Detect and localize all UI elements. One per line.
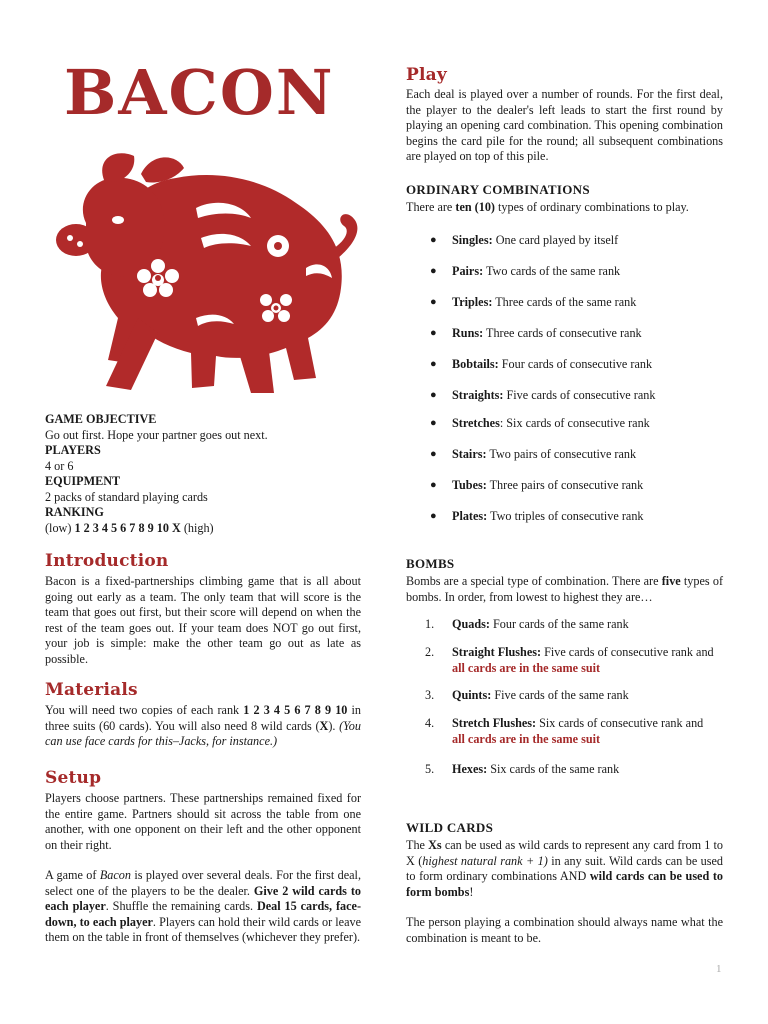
materials-t3: ). bbox=[328, 718, 336, 733]
game-objective-text: Go out first. Hope your partner goes out next. bbox=[45, 427, 268, 442]
play-heading: Play bbox=[406, 65, 447, 85]
bullet-icon: ● bbox=[430, 479, 437, 491]
bomb-number: 3. bbox=[425, 688, 435, 702]
ordinary-intro-a: There are bbox=[406, 200, 456, 214]
ordinary-item bbox=[430, 233, 619, 249]
combination-name: Stretches bbox=[452, 416, 500, 430]
combination-name: Bobtails: bbox=[452, 357, 499, 371]
materials-heading: Materials bbox=[45, 680, 138, 700]
setup-p2-c: . Shuffle the remaining cards. bbox=[105, 899, 257, 913]
combination-desc: : Six cards of consecutive rank bbox=[499, 416, 650, 430]
ordinary-item bbox=[430, 326, 642, 342]
ordinary-count: ten (10) bbox=[455, 200, 495, 214]
combination-name: Pairs: bbox=[452, 264, 484, 278]
combination-desc: Three cards of consecutive rank bbox=[483, 326, 642, 340]
combination-name: Tubes: bbox=[452, 478, 487, 492]
play-text: Each deal is played over a number of rounds. For the first deal, the player to the dealer's left leads to start the first round by playing an opening card combination. This opening combination begins the card pile for the round; all subsequent combinations are played on top of this pile. bbox=[406, 87, 723, 163]
wild-d: ! bbox=[469, 884, 474, 899]
ordinary-item bbox=[430, 295, 637, 311]
setup-wild-instruction: Give 2 wild cards to each player bbox=[45, 883, 361, 913]
play-section bbox=[406, 65, 723, 165]
ordinary-item bbox=[430, 478, 644, 494]
players-text: 4 or 6 bbox=[45, 458, 74, 473]
bomb-name: Hexes: bbox=[452, 762, 488, 776]
ordinary-item bbox=[430, 388, 656, 404]
bullet-icon: ● bbox=[430, 510, 437, 522]
wild-b: can be used as wild cards to represent any card from 1 to X ( bbox=[406, 838, 723, 868]
materials-ranks: 1 2 3 4 5 6 7 8 9 10 bbox=[243, 703, 348, 717]
wild-bombs-note: wild cards can be used to form bombs bbox=[406, 869, 723, 899]
bomb-name: Straight Flushes: bbox=[452, 645, 542, 659]
players-label: PLAYERS bbox=[45, 443, 101, 457]
wild-cards-section bbox=[406, 820, 723, 946]
bomb-number: 5. bbox=[425, 762, 435, 776]
ranking-sequence: 1 2 3 4 5 6 7 8 9 10 X bbox=[74, 520, 181, 535]
bomb-item bbox=[425, 617, 724, 633]
bomb-desc: Five cards of consecutive rank and bbox=[541, 645, 714, 659]
wild-highest-rank: highest natural rank + 1) bbox=[422, 853, 548, 868]
wild-c: in any suit. Wild cards can be used to form ordinary combinations AND bbox=[406, 853, 723, 883]
bombs-count: five bbox=[661, 574, 681, 588]
same-suit-note: all cards are in the same suit bbox=[452, 731, 601, 746]
materials-section bbox=[45, 680, 361, 750]
bullet-icon: ● bbox=[430, 327, 437, 339]
ordinary-intro-b: types of ordinary combinations to play. bbox=[495, 200, 689, 214]
setup-paragraph-2 bbox=[45, 868, 361, 946]
setup-p2-b: is played over several deals. For the first deal, select one of the players to be the dealer. bbox=[45, 868, 361, 898]
ordinary-intro bbox=[406, 200, 723, 216]
bomb-name: Quints: bbox=[452, 688, 492, 702]
bullet-icon: ● bbox=[430, 265, 437, 277]
combination-desc: Four cards of consecutive rank bbox=[498, 357, 653, 371]
introduction-section bbox=[45, 551, 361, 667]
bomb-name: Quads: bbox=[452, 617, 490, 631]
ordinary-item bbox=[430, 447, 637, 463]
combination-name: Singles: bbox=[452, 233, 493, 247]
bomb-item bbox=[425, 688, 724, 704]
materials-x: X bbox=[319, 718, 329, 733]
wild-xs: Xs bbox=[428, 838, 442, 852]
ordinary-item bbox=[430, 509, 644, 525]
wild-paragraph-2: The person playing a combination should always name what the combination is meant to be. bbox=[406, 915, 723, 945]
bomb-desc: Six cards of the same rank bbox=[487, 762, 620, 776]
ordinary-heading: ORDINARY COMBINATIONS bbox=[406, 182, 590, 197]
combination-desc: Three pairs of consecutive rank bbox=[486, 478, 644, 492]
bombs-intro bbox=[406, 574, 723, 605]
bomb-number: 2. bbox=[425, 645, 435, 659]
combination-name: Plates: bbox=[452, 509, 488, 523]
materials-note: (You can use face cards for this–Jacks, for instance.) bbox=[45, 718, 361, 748]
game-title: BACON bbox=[64, 56, 335, 129]
ranking-text bbox=[45, 521, 365, 537]
wild-a: The bbox=[406, 838, 429, 852]
game-objective-label: GAME OBJECTIVE bbox=[45, 412, 157, 426]
bombs-heading: BOMBS bbox=[406, 556, 455, 571]
introduction-heading: Introduction bbox=[45, 551, 169, 571]
ranking-low: (low) bbox=[45, 520, 72, 535]
setup-section bbox=[45, 768, 361, 946]
bombs-intro-a: Bombs are a special type of combination. There are bbox=[406, 574, 662, 588]
bomb-desc: Four cards of the same rank bbox=[489, 617, 629, 631]
bullet-icon: ● bbox=[430, 358, 437, 370]
bomb-item bbox=[425, 716, 724, 747]
combination-name: Runs: bbox=[452, 326, 484, 340]
bombs-section bbox=[406, 556, 723, 605]
wild-paragraph-1 bbox=[406, 838, 723, 900]
bullet-icon: ● bbox=[430, 296, 437, 308]
bullet-icon: ● bbox=[430, 389, 437, 401]
combination-desc: Two cards of the same rank bbox=[483, 264, 621, 278]
bullet-icon: ● bbox=[430, 234, 437, 246]
combination-desc: Two triples of consecutive rank bbox=[487, 509, 644, 523]
setup-game-name: Bacon bbox=[99, 868, 131, 882]
bomb-item bbox=[425, 645, 724, 676]
bomb-name: Stretch Flushes: bbox=[452, 716, 537, 730]
ordinary-combinations-section bbox=[406, 182, 723, 216]
materials-t1: You will need two copies of each rank bbox=[45, 703, 244, 717]
combination-desc: Five cards of consecutive rank bbox=[503, 388, 656, 402]
bomb-number: 4. bbox=[425, 716, 435, 730]
ordinary-item bbox=[430, 264, 621, 280]
setup-p2-d: . Players can hold their wild cards or leave them on the table in front of themselves (whichever they prefer). bbox=[45, 914, 361, 944]
bullet-icon: ● bbox=[430, 448, 437, 460]
wild-heading: WILD CARDS bbox=[406, 820, 494, 835]
combination-name: Straights: bbox=[452, 388, 504, 402]
introduction-text: Bacon is a fixed-partnerships climbing game that is all about going out early as a team. The only team that will score is the team that goes out first, but their score will depend on when the rest of the team goes out. If your team does NOT go out first, your job is simple: make the other team go out as late as possible. bbox=[45, 574, 361, 666]
setup-p2-a: A game of bbox=[45, 868, 100, 882]
ranking-high: (high) bbox=[183, 520, 214, 535]
materials-t2: in three suits (60 cards). You will also need 8 wild cards ( bbox=[45, 703, 362, 733]
setup-heading: Setup bbox=[45, 768, 102, 788]
pig-icon bbox=[46, 148, 364, 406]
pig-illustration bbox=[46, 148, 364, 406]
materials-text bbox=[45, 703, 361, 750]
combination-desc: Two pairs of consecutive rank bbox=[486, 447, 637, 461]
ranking-label: RANKING bbox=[45, 505, 104, 519]
combination-desc: Three cards of the same rank bbox=[492, 295, 637, 309]
ordinary-item bbox=[430, 416, 650, 432]
setup-paragraph-1: Players choose partners. These partnerships remained fixed for the entire game. Partners should sit across the table from one another, with one opponent on their left and the other opponent on their right. bbox=[45, 791, 361, 852]
bullet-icon: ● bbox=[430, 417, 437, 429]
combination-name: Stairs: bbox=[452, 447, 487, 461]
same-suit-note: all cards are in the same suit bbox=[452, 660, 601, 675]
game-info bbox=[45, 412, 365, 536]
bombs-intro-b: types of bombs. In order, from lowest to highest they are… bbox=[406, 574, 724, 604]
ordinary-item bbox=[430, 357, 653, 373]
bomb-number: 1. bbox=[425, 617, 435, 631]
equipment-label: EQUIPMENT bbox=[45, 474, 121, 488]
bomb-desc: Six cards of consecutive rank and bbox=[536, 716, 704, 730]
setup-deal-instruction: Deal 15 cards, face-down, to each player bbox=[45, 899, 361, 929]
combination-desc: One card played by itself bbox=[492, 233, 619, 247]
combination-name: Triples: bbox=[452, 295, 493, 309]
equipment-text: 2 packs of standard playing cards bbox=[45, 489, 208, 504]
page-number: 1 bbox=[716, 963, 722, 975]
bomb-item bbox=[425, 762, 724, 778]
bomb-desc: Five cards of the same rank bbox=[491, 688, 629, 702]
